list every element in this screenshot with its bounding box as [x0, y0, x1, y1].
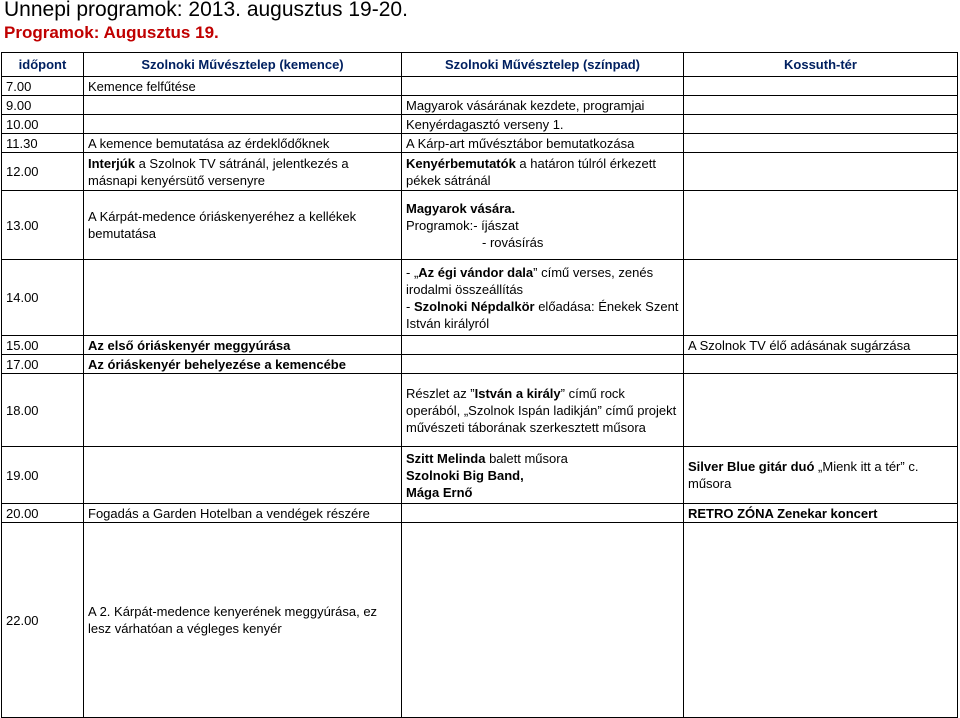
table-row [2, 191, 958, 260]
kemence-cell [84, 260, 402, 336]
kenyerbemutatok-text: a határon túlról érkezett pékek sátránál [406, 155, 657, 188]
istvan-a-kiraly-label: István a király [474, 385, 561, 401]
table-row [2, 447, 958, 504]
kemence-cell [84, 336, 402, 355]
szinpad-cell: A Kárp-art művésztábor bemutatkozása [402, 134, 684, 153]
retro-zona-label: RETRO ZÓNA Zenekar koncert [688, 505, 878, 521]
kemence-cell [84, 96, 402, 115]
kossuth-cell [684, 523, 958, 718]
time-cell: 9.00 [2, 96, 84, 115]
kemence-cell: A 2. Kárpát-medence kenyerének meggyúrása, ez lesz várhatóan a végleges kenyér [84, 523, 402, 718]
table-row [2, 504, 958, 523]
kossuth-cell [684, 77, 958, 96]
magyarok-vasara-label: Magyarok vására. [406, 200, 516, 216]
kossuth-cell [684, 447, 958, 504]
kemence-cell [84, 355, 402, 374]
time-cell: 13.00 [2, 191, 84, 260]
header-szinpad: Szolnoki Művésztelep (színpad) [402, 53, 684, 77]
oriaskenyer-behelyezes-label: Az óriáskenyér behelyezése a kemencébe [88, 356, 346, 372]
time-cell: 11.30 [2, 134, 84, 153]
reszlet-text: Részlet az ” [406, 385, 475, 401]
szinpad-cell [402, 191, 684, 260]
kossuth-cell [684, 191, 958, 260]
nepdalkor-label: Szolnoki Népdalkör [413, 298, 535, 314]
page-title: Ünnepi programok: 2013. augusztus 19-20. [4, 0, 408, 21]
kossuth-cell [684, 153, 958, 191]
kemence-cell: A kemence bemutatása az érdeklődőknek [84, 134, 402, 153]
table-row [2, 134, 958, 153]
szinpad-cell [402, 523, 684, 718]
szitt-melinda-label: Szitt Melinda [406, 450, 486, 466]
header-kossuth-ter: Kossuth-tér [684, 53, 958, 77]
header-time: időpont [2, 53, 84, 77]
kemence-cell: A Kárpát-medence óriáskenyeréhez a kellékek bemutatása [84, 191, 402, 260]
table-row [2, 115, 958, 134]
time-cell: 18.00 [2, 374, 84, 447]
page-subtitle: Programok: Augusztus 19. [4, 23, 219, 42]
balett-text: balett műsora [485, 450, 568, 466]
szinpad-cell [402, 504, 684, 523]
szinpad-cell [402, 260, 684, 336]
time-cell: 22.00 [2, 523, 84, 718]
table-row [2, 355, 958, 374]
kemence-cell [84, 374, 402, 447]
table-row [2, 336, 958, 355]
kossuth-cell [684, 134, 958, 153]
kossuth-cell: A Szolnok TV élő adásának sugárzása [684, 336, 958, 355]
kossuth-cell [684, 115, 958, 134]
maga-erno-label: Mága Ernő [406, 484, 473, 500]
table-row [2, 77, 958, 96]
szinpad-cell [402, 374, 684, 447]
szinpad-cell: Magyarok vásárának kezdete, programjai [402, 96, 684, 115]
szinpad-cell: Kenyérdagasztó verseny 1. [402, 115, 684, 134]
time-cell: 15.00 [2, 336, 84, 355]
table-row [2, 523, 958, 718]
kossuth-cell [684, 374, 958, 447]
kossuth-cell [684, 260, 958, 336]
table-row [2, 96, 958, 115]
interjuk-text: a Szolnok TV sátránál, jelentkezés a másnapi kenyérsütő versenyre [88, 155, 349, 188]
oriaskenyer-gyuras-label: Az első óriáskenyér meggyúrása [88, 337, 291, 353]
time-cell: 17.00 [2, 355, 84, 374]
kossuth-cell [684, 355, 958, 374]
schedule-table [1, 52, 958, 718]
szinpad-cell [402, 153, 684, 191]
szinpad-cell [402, 77, 684, 96]
rockopera-text: ” című rock operából, „Szolnok Ispán ladikján” című projekt művészeti táborának szerkesztett műsora [406, 385, 677, 435]
dash-text: - [406, 298, 414, 314]
silver-blue-text: „Mienk itt a tér” c. műsora [688, 459, 919, 491]
kemence-cell: Kemence felfűtése [84, 77, 402, 96]
header-row [2, 53, 958, 77]
time-cell: 14.00 [2, 260, 84, 336]
table-row [2, 260, 958, 336]
time-cell: 19.00 [2, 447, 84, 504]
programok-line: Programok:- íjászat [406, 217, 519, 233]
egi-vandor-text: ” című verses, zenés irodalmi összeállítás [406, 264, 654, 297]
kemence-cell [84, 447, 402, 504]
szinpad-cell [402, 447, 684, 504]
time-cell: 7.00 [2, 77, 84, 96]
big-band-label: Szolnoki Big Band, [406, 467, 524, 483]
header-kemence: Szolnoki Művésztelep (kemence) [84, 53, 402, 77]
time-cell: 10.00 [2, 115, 84, 134]
table-row [2, 153, 958, 191]
szinpad-cell [402, 355, 684, 374]
nepdalkor-text: előadása: Énekek Szent István királyról [406, 298, 679, 331]
szinpad-cell [402, 336, 684, 355]
rovasiras-line: - rovásírás [482, 234, 544, 250]
time-cell: 20.00 [2, 504, 84, 523]
kossuth-cell [684, 96, 958, 115]
egi-vandor-label: Az égi vándor dala [418, 264, 534, 280]
silver-blue-label: Silver Blue gitár duó [688, 459, 815, 474]
time-cell: 12.00 [2, 153, 84, 191]
interjuk-label: Interjúk [88, 155, 135, 171]
table-row [2, 374, 958, 447]
kossuth-cell [684, 504, 958, 523]
kemence-cell [84, 115, 402, 134]
kenyerbemutatok-label: Kenyérbemutatók [406, 155, 516, 171]
kemence-cell [84, 153, 402, 191]
kemence-cell: Fogadás a Garden Hotelban a vendégek részére [84, 504, 402, 523]
dash-text: - „ [406, 264, 419, 280]
